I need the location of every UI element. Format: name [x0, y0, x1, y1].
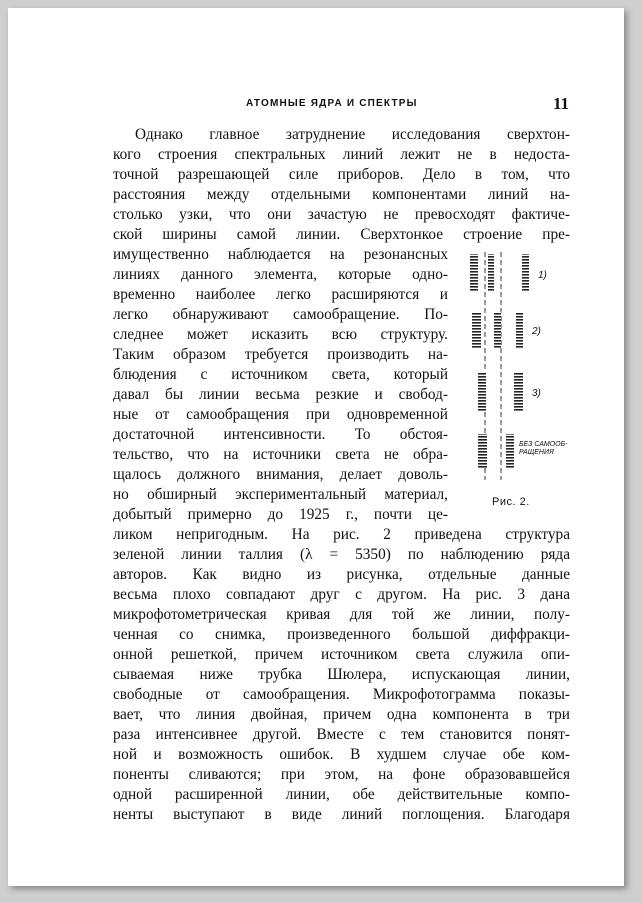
page-number: 11: [553, 94, 570, 113]
text-line: точной разрешающей силе приборов. Дело в том, что: [113, 166, 570, 183]
text-line: но обширный экспериментальный материал,: [113, 486, 448, 503]
text-line: Однако главное затруднение исследования сверхтон-: [135, 126, 570, 143]
figure-label-3: 3): [532, 388, 541, 399]
text-line: ной и возможность ошибок. В худшем случае обе ком-: [113, 746, 570, 763]
text-line: онной решеткой, причем источником света служила опи-: [113, 646, 570, 663]
page-sheet: [8, 8, 624, 886]
text-line: блюдения с источником света, который: [113, 366, 448, 383]
spectral-line-component: [488, 254, 494, 292]
text-line: зеленой линии таллия (λ = 5350) по наблюдению ряда: [113, 546, 570, 563]
text-line: добытый примерно до 1925 г., почти це-: [113, 506, 448, 523]
page-header: [8, 96, 624, 116]
spectral-line-component: [478, 372, 486, 412]
text-line: весьма плохо совпадают друг с другом. На рис. 3 дана: [113, 586, 570, 603]
text-line: имущественно наблюдается на резонансных: [113, 246, 448, 263]
text-line: столько узки, что они зачастую не превосходят фактиче-: [113, 206, 570, 223]
text-line: тельство, что на источники света не обра-: [113, 446, 448, 463]
text-line: ченная со снимка, произведенного большой диффракци-: [113, 626, 570, 643]
text-line: следнее может исказить всю структуру.: [113, 326, 448, 343]
text-line: микрофотометрическая кривая для той же линии, полу-: [113, 606, 570, 623]
spectral-line-component: [472, 312, 481, 348]
text-line: достаточной интенсивности. То обстоя-: [113, 426, 448, 443]
text-line: линиях данного элемента, которые одно-: [113, 266, 448, 283]
text-line: вает, что линия двойная, причем одна компонента в три: [113, 706, 570, 723]
text-line: одной расширенной линии, обе действительные компо-: [113, 786, 570, 803]
text-line: авторов. Как видно из рисунка, отдельные данные: [113, 566, 570, 583]
text-line: давал бы линии весьма резкие и свобод-: [113, 386, 448, 403]
text-line: сываемая ниже трубка Шюлера, испускающая линии,: [113, 666, 570, 683]
text-line: ные от самообращения при одновременной: [113, 406, 448, 423]
spectral-line-component: [514, 372, 523, 412]
text-line: свободные от самообращения. Микрофотограмма показы-: [113, 686, 570, 703]
running-title: АТОМНЫЕ ЯДРА И СПЕКТРЫ: [246, 98, 418, 109]
spectral-line-component: [516, 312, 523, 348]
text-line: Таким образом требуется производить на-: [113, 346, 448, 363]
spectral-line-component: [494, 312, 501, 348]
figure-label-1: 1): [538, 270, 547, 281]
text-line: временно наиболее легко расширяются и: [113, 286, 448, 303]
text-line: расстояния между отдельными компонентами линий на-: [113, 186, 570, 203]
figure-label-2: 2): [532, 326, 541, 337]
text-line: кого строения спектральных линий лежит не в недоста-: [113, 146, 570, 163]
text-line: щалось должного внимания, делает доволь-: [113, 466, 448, 483]
text-line: раза интенсивнее другой. Вместе с тем становится понят-: [113, 726, 570, 743]
spectral-line-component: [522, 254, 529, 292]
text-line: ненты выступают в виде линий поглощения. Благодаря: [113, 806, 570, 823]
spectral-line-component: [470, 254, 478, 292]
figure-caption: Рис. 2.: [492, 496, 530, 508]
text-line: поненты сливаются; при этом, на фоне образовавшейся: [113, 766, 570, 783]
text-line: ской ширины самой линии. Сверхтонкое строение пре-: [113, 226, 570, 243]
figure-2: [456, 250, 574, 520]
text-line: легко обнаруживают самообращение. По-: [113, 306, 448, 323]
figure-note: БЕЗ САМООБ-РАЩЕНИЯ: [519, 441, 568, 456]
spectral-line-component: [506, 434, 514, 468]
spectral-line-component: [478, 434, 487, 468]
text-line: ликом непригодным. На рис. 2 приведена структура: [113, 526, 570, 543]
